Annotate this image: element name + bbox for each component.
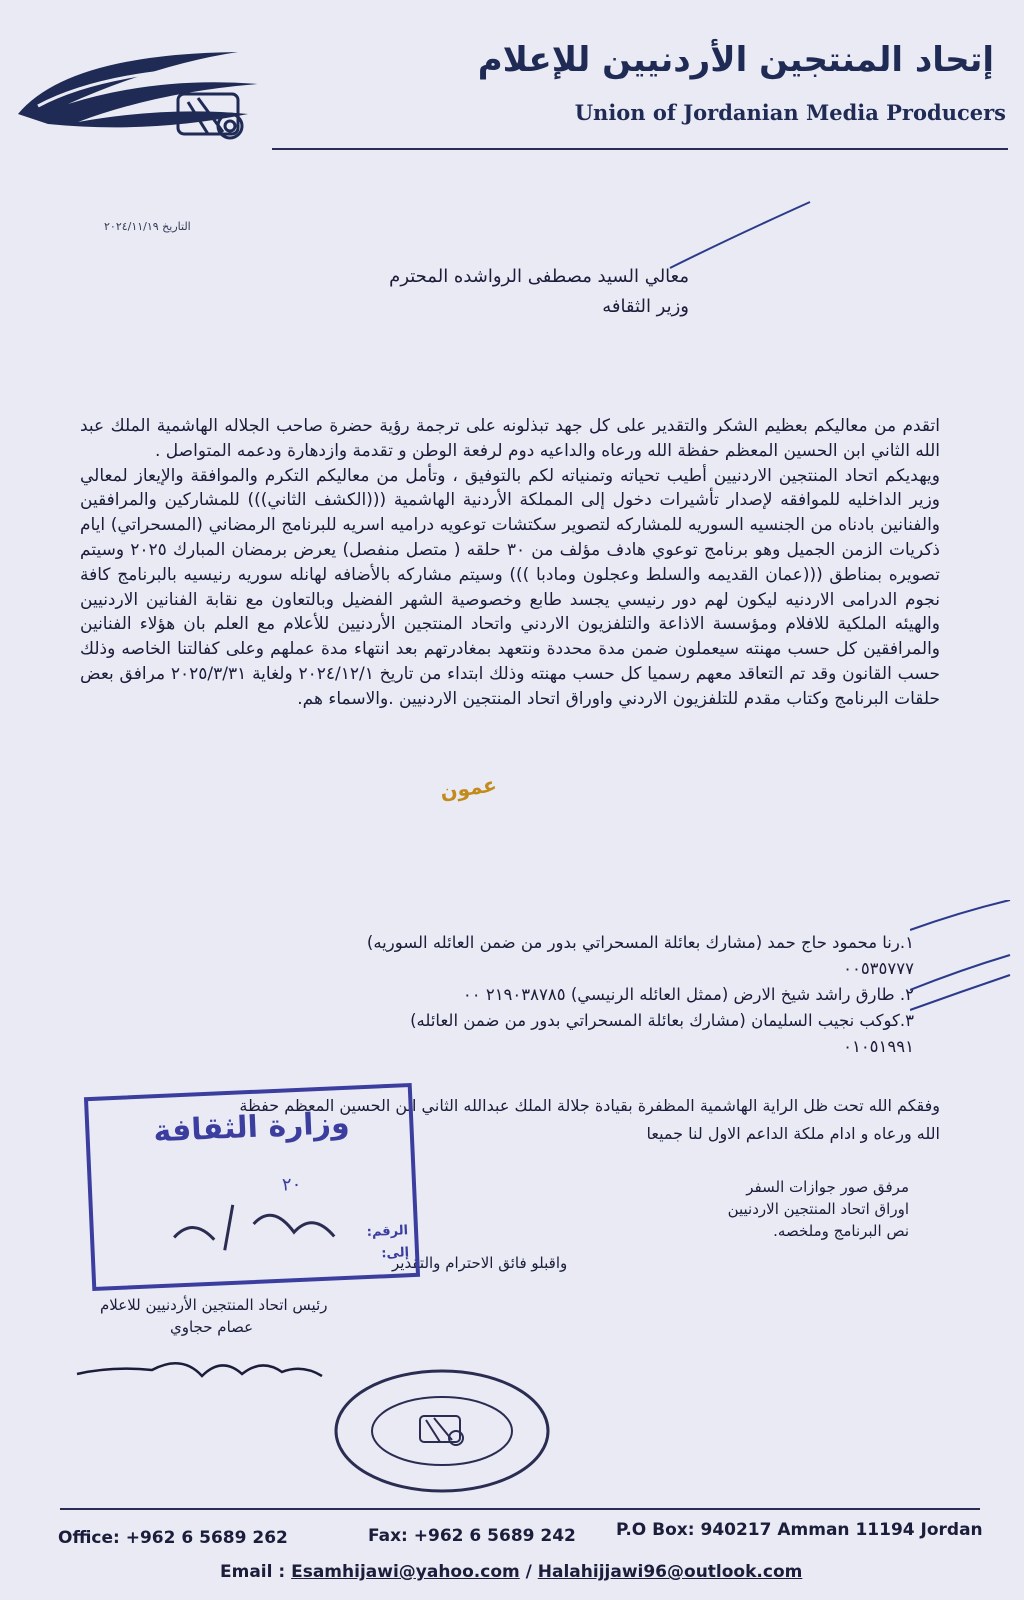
letter-date: التاريخ ٢٠٢٤/١١/١٩	[104, 220, 191, 233]
email-separator: /	[519, 1562, 538, 1582]
addressee-title: وزير الثقافه	[602, 296, 689, 317]
org-name-english: Union of Jordanian Media Producers	[574, 100, 1006, 125]
list-item: ٢. طارق راشد شيخ الارض (ممثل العائله الرنيسي) ٢١٩٠٣٨٧٨٥ ٠٠	[462, 985, 914, 1004]
stamp-title: وزارة الثقافة	[152, 1105, 351, 1150]
org-name-arabic: إتحاد المنتجين الأردنيين للإعلام	[477, 40, 994, 80]
stamp-number: ٢٠	[281, 1173, 302, 1196]
list-item: ٠٠٥٣٥٧٧٧	[843, 959, 914, 978]
email-line	[220, 1562, 802, 1582]
email-link-2[interactable]: Halahijjawi96@outlook.com	[537, 1562, 803, 1582]
list-item: ٠١٠٥١٩٩١	[843, 1037, 914, 1056]
handwritten-signature	[72, 1346, 332, 1396]
signer-name: عصام حجاوي	[170, 1318, 254, 1336]
list-item: ١.رنا محمود حاج حمد (مشارك بعائلة المسحراتي بدور من ضمن العائله السوريه)	[366, 933, 914, 952]
office-phone: Office: +962 6 5689 262	[58, 1528, 288, 1548]
watermark: عمون	[438, 772, 499, 804]
email-link-1[interactable]: Esamhijawi@yahoo.com	[291, 1562, 520, 1582]
pen-check-marks	[910, 900, 1020, 1040]
header-divider	[272, 148, 1008, 150]
paragraph-thanks: اتقدم من معاليكم بعظيم الشكر والتقدير على كل جهد تبذلونه على ترجمة رؤية حضرة صاحب الجلاله الهاشمية الملك عبد الله الثاني ابن الحسين المعظم حفظة الله ورعاه والداعيه دوم لرفعة الوطن و تقدمة وازدهارة ودعمه المتواصل .	[80, 416, 940, 461]
closing-line: وفقكم الله تحت ظل الراية الهاشمية المظفرة بقيادة جلالة الملك عبدالله الثاني ابن الحسين المعظم حفظة	[239, 1096, 940, 1115]
attachment-item: اوراق اتحاد المنتجين الاردنيين	[727, 1200, 909, 1218]
paragraph-request: ويهديكم اتحاد المنتجين الاردنيين أطيب تحياته وتمنياته لكم بالتوفيق ، وتأمل من معاليكم التكرم والموافقة والإيعاز لمعالي وزير الداخليه للموافقه لإصدار تأشيرات دخول إلى المملكة الأردنية الهاشمية (((الكشف الثاني))) للمشاركين والمرافقين والفنانين بادناه من الجنسيه السوريه للمشاركه لتصوير سكتشات توعويه دراميه اسريه للبرنامج الرمضاني (المسحراتي) ايام ذكريات الزمن الجميل وهو برنامج توعوي هادف مؤلف من ٣٠ حلقه ( متصل منفصل) يعرض برمضان المبارك ٢٠٢٥ وسيتم تصويره بمناطق (((عمان القديمه والسلط وعجلون ومادبا ))) وسيتم مشاركه بالأضافه لهانله سوريه رنيسيه بالبرنامج كافة نجوم الدرامى الاردنيه ليكون لهم دور رنيسي يجسد طابع وخصوصية الشهر الفضيل وبالتعاون مع نقابة الفنانين الاردنيين والهيئه الملكية للافلام ومؤسسة الاذاعة والتلفزيون الاردني واتحاد المنتجين الأردنيين للأعلام مع العلم بان هؤلاء الفنانين والمرافقين كل حسب مهنته سيعملون ضمن مدة محددة ونتعهد بمغادرتهم بعد انتهاء مدة عملهم وعلى كفالتنا الخاصه وذلك حسب القانون وقد تم التعاقد معهم رسميا كل حسب مهنته وذلك ابتداء من تاريخ ٢٠٢٤/١٢/١ ولغاية ٢٠٢٥/٣/٣١ مرافق بعض حلقات البرنامج وكتاب مقدم للتلفزيون الاردني واوراق اتحاد المنتجين الاردنيين .والاسماء هم.	[80, 465, 940, 709]
closing-line: الله ورعاه و ادام ملكة الداعم الاول لنا جميعا	[646, 1124, 940, 1143]
list-item: ٣.كوكب نجيب السليمان (مشارك بعائلة المسحراتي بدور من ضمن العائله)	[410, 1011, 914, 1030]
attachments-list	[728, 1176, 909, 1242]
footer-divider	[60, 1508, 980, 1510]
stamp-ref-label: الرقم:	[366, 1223, 409, 1241]
addressee	[389, 262, 689, 322]
fax-number: Fax: +962 6 5689 242	[368, 1526, 576, 1546]
po-box: P.O Box: 940217 Amman 11194 Jordan	[616, 1520, 983, 1540]
participants-list	[154, 930, 914, 1060]
stamp-handwriting	[162, 1189, 364, 1258]
signer-title: رئيس اتحاد المنتجين الأردنيين للاعلام	[100, 1296, 328, 1314]
union-seal	[332, 1366, 552, 1496]
attachment-item: مرفق صور جوازات السفر	[746, 1178, 909, 1196]
email-label: Email :	[220, 1562, 292, 1582]
union-logo	[8, 44, 278, 164]
stamp-to-label: إلى:	[381, 1245, 410, 1262]
attachment-item: نص البرنامج وملخصه.	[773, 1222, 909, 1240]
ministry-stamp	[84, 1083, 420, 1291]
regards: واقبلو فائق الاحترام والتقدير	[392, 1254, 568, 1272]
letter-body	[80, 414, 940, 712]
addressee-name: معالي السيد مصطفى الرواشده المحترم	[389, 266, 689, 287]
